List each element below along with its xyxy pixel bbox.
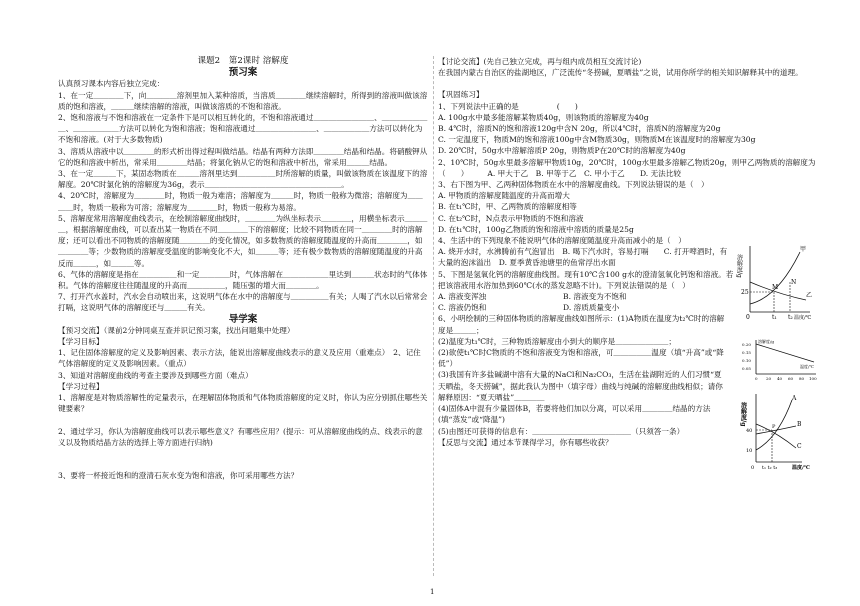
- study-process-2: 2、通过学习，你认为溶解度曲线可以表示哪些意义？有哪些应用？(提示：可从溶解度曲线的点、线表示的意义以及物质结晶方法的选择上等方面进行归纳): [58, 426, 423, 447]
- abc-xlabel: 温度/℃: [792, 465, 810, 471]
- q3-label-jia: 甲: [800, 246, 807, 253]
- practice-q6-3: (2)欲使t₁℃时C物质的不饱和溶液变为饱和溶液，可＿＿＿＿＿温度（填“升高”或“降低”）: [438, 348, 724, 369]
- ca-x5: 100: [809, 376, 817, 381]
- preview-q3b: 3、在一定＿＿＿下，某固态物质在＿＿＿溶剂里达到＿＿＿＿＿时所溶解的质量，叫做该物质在该温度下的溶解度。20℃时氯化钠的溶解度为36g，表示＿＿＿＿＿＿＿＿＿＿＿＿＿＿＿＿＿＿。: [58, 169, 428, 190]
- ca-y3: 0.10: [742, 358, 751, 363]
- ca-xlabel: 温度/℃: [800, 364, 814, 369]
- q3-label-25: 25: [741, 289, 749, 296]
- practice-q6-6: (5)由图还可获得的信息有：＿＿＿＿＿＿＿＿＿＿＿＿＿（只须答一条）: [438, 426, 685, 436]
- study-goal-1: 1、记住固体溶解度的定义及影响因素、表示方法，能说出溶解度曲线表示的意义及应用（重难点） 2、记住气体溶解度的定义及影响因素。（重点）: [58, 348, 421, 369]
- practice-q5-c: C. 溶液仍饱和: [438, 303, 487, 313]
- ca-y4: 0.05: [742, 366, 751, 371]
- practice-q6-4: (3)我国有许多盐碱湖中溶有大量的NaCl和Na₂CO₃，生活在盐湖附近的人们习惯“夏天晒盐，冬天捞碱”，据此我认为图中（填字母）曲线与纯碱的溶解度曲线相似；请你解释原因：“夏天晒盐”＿＿＿＿: [438, 370, 723, 402]
- abc-label-b: B: [797, 421, 802, 428]
- preview-q6: 6、气体的溶解度是指在＿＿＿＿＿和一定＿＿＿＿时，气体溶解在＿＿＿＿＿＿里达到＿＿＿状态时的气体体积。气体的溶解度往往随温度的升高而＿＿＿＿＿，随压强的增大而＿＿＿＿。: [58, 269, 428, 291]
- q3-label-t1: t₁: [772, 314, 777, 321]
- q3-xlabel: 温度/℃: [794, 315, 812, 321]
- ca-ylabel: 溶解度/g: [758, 339, 774, 344]
- ca-x0: 0: [755, 376, 758, 381]
- practice-q3-a: A. 甲物质的溶解度随温度的升高而增大: [438, 191, 570, 201]
- practice-q3-c: C. 在t₂℃时，N点表示甲物质的不饱和溶液: [438, 213, 584, 223]
- ca-y2: 0.15: [742, 350, 751, 355]
- practice-q1-a: A. 100g水中最多能溶解某物质40g，则该物质的溶解度为40g: [438, 112, 649, 122]
- discuss-text: 在我国内蒙古自治区的盐湖地区，广泛流传“冬捞碱，夏晒盐”之说，试用你所学的相关知识解释其中的道理。: [438, 68, 803, 78]
- study-process-heading: 【学习过程】: [58, 381, 104, 391]
- lesson-title: 课题2 第2课时 溶解度: [197, 56, 289, 66]
- abc-label-10: 10: [746, 448, 753, 454]
- study-goal-3: 3、知道对溶解度曲线的考查主要涉及到哪些方面（难点）: [58, 370, 253, 380]
- practice-q3-d: D. 在t₁℃时，100g乙物质的饱和溶液中溶质的质量是25g: [438, 224, 634, 234]
- practice-q5: 5、下图是氢氧化钙的溶解度曲线图。现有10℃含100 g水的澄清氢氧化钙饱和溶液。若把该溶液用水浴加热到60℃(水的蒸发忽略不计)。下列说法错误的是（ ）: [438, 269, 734, 290]
- q3-label-m: M: [772, 284, 779, 291]
- practice-q1: 1、下列说法中正确的是 ( ): [438, 101, 578, 111]
- ca-x1: 20: [766, 376, 772, 381]
- ca-x2: 40: [777, 376, 783, 381]
- study-goals-heading: 【学习目标】: [58, 337, 104, 347]
- q3-label-0: 0: [746, 314, 750, 321]
- ca-y1: 0.20: [742, 342, 751, 347]
- practice-q5-d: D. 溶质质量变小: [563, 303, 620, 313]
- practice-q4-options: A. 烧开水时，水沸腾前有气泡冒出 B. 喝下汽水时，容易打嗝 C. 打开啤酒时，有大量的泡沫溢出 D. 夏季黄昏池塘里的鱼常浮出水面: [438, 247, 728, 268]
- solubility-curve-jia-yi: [735, 242, 814, 322]
- left-column: [58, 56, 428, 481]
- practice-q5-b: B. 溶液变为不饱和: [563, 292, 627, 302]
- abc-label-40: 40: [746, 428, 753, 434]
- practice-q1-c: C. 一定温度下，物质M的饱和溶液100g中含M物质30g，则物质M在该温度时的溶解度为30g: [438, 135, 756, 145]
- practice-q3-b: B. 在t₁℃时，甲、乙两物质的溶解度相等: [438, 202, 577, 212]
- ca-x4: 80: [799, 376, 805, 381]
- abc-label-c: C: [797, 443, 802, 450]
- practice-heading: 【巩固练习】: [438, 90, 484, 100]
- study-process-3: 3、要将一杯接近饱和的澄清石灰水变为饱和溶液，你可采用哪些方法？: [58, 470, 299, 480]
- practice-q2: 2、10℃时，50g水里最多溶解甲物质10g，20℃时，100g水里最多溶解乙物质20g，则甲乙两物质的溶解度为 （ ） A. 甲大于乙 B. 甲等于乙 C. 甲小于乙 D. 无法比较: [438, 157, 824, 178]
- abc-ticks: t₁ t₂ t₃: [762, 465, 778, 471]
- q3-ylabel: 溶解度/g: [735, 254, 743, 278]
- study-heading: 导学案: [228, 313, 258, 325]
- preview-heading: 预习案: [228, 67, 258, 79]
- preview-q4: 4、20℃时，溶解度为＿＿＿＿时，物质一般为难溶；溶解度为＿＿＿时，物质一般称为微溶；溶解度为＿＿＿＿时，物质一般称为可溶；溶解度为＿＿＿＿时，物质一般称为易溶。: [58, 191, 423, 212]
- preview-q2: 2、饱和溶液与不饱和溶液在一定条件下是可以相互转化的，不饱和溶液通过＿＿＿＿＿＿＿＿、＿＿＿＿＿＿＿、＿＿＿＿＿＿方法可以转化为饱和溶液；饱和溶液通过＿＿＿＿＿＿＿＿、＿＿＿＿＿＿方法可以转化为不饱和溶液。(对于大多数物质): [58, 113, 428, 145]
- practice-q1-b: B. 4℃时，溶质N的饱和溶液120g中含N 20g，所以4℃时，溶质N的溶解度为20g: [438, 124, 721, 134]
- practice-q6-2: (2)温度为t₁℃时，三种物质溶解度由小到大的顺序是＿＿＿＿＿＿＿；: [438, 336, 676, 346]
- preview-q3: 3、溶质从溶液中以＿＿＿＿的形式析出得过程叫做结晶。结晶有两种方法即＿＿＿＿结晶和结晶。将硝酸钾从它的饱和溶液中析出，常采用＿＿＿＿结晶；将氯化钠从它的饱和溶液中析出，常采用＿＿＿结晶。: [58, 146, 428, 167]
- preview-intro: 认真预习课本内容后独立完成：: [58, 79, 165, 89]
- practice-q4: 4、生活中的下列现象不能说明气体的溶解度随温度升高而减小的是（ ）: [438, 236, 686, 246]
- preview-q1: 1、在一定＿＿＿＿下，向＿＿＿＿溶剂里加入某种溶质，当溶质＿＿＿＿继续溶解时，所得到的溶液叫做该溶质的饱和溶液，＿＿＿继续溶解的溶液，叫做该溶质的不饱和溶液。: [58, 90, 428, 111]
- abc-label-a: A: [792, 395, 797, 402]
- abc-label-0: 0: [751, 465, 755, 471]
- abc-solubility-curves: [739, 390, 818, 474]
- ca-x3: 60: [788, 376, 794, 381]
- q3-label-n: N: [791, 279, 797, 286]
- abc-ylabel: 溶解度/g: [739, 402, 747, 427]
- preview-q7: 7、打开汽水盖时，汽水会自动喷出来，这说明气体在水中的溶解度与＿＿＿＿＿有关；人喝了汽水以后常常会打嗝，这说明气体的溶解度还与＿＿＿有关。: [58, 292, 428, 313]
- practice-q5-a: A. 溶液变浑浊: [438, 292, 487, 302]
- preview-q5: 5、溶解度常用溶解度曲线表示，在绘制溶解度曲线时，＿＿＿＿为纵坐标表示＿＿＿＿，用横坐标表示＿＿＿＿，根据溶解度曲线，可以查出某一物质在不同＿＿＿＿下的溶解度；比较不同物质在同一＿＿＿＿时的溶解度；还可以看出不同物质的溶解度随＿＿＿＿的变化情况，如多数物质的溶解度随温度的升高而＿＿＿＿，如＿＿＿＿等；少数物质的溶解度受温度的影响变化不大，如＿＿＿等；还有极少数物质的溶解度随温度的升高反而＿＿＿，如＿＿＿等。: [58, 213, 428, 268]
- page-number: 1: [430, 588, 435, 596]
- discuss-heading: 【讨论交流】(先自己独立完成，再与组内成员相互交流讨论): [438, 57, 642, 66]
- practice-q6: 6、小明绘制的三种固体物质的溶解度曲线如图所示：(1)A物质在温度为t₂℃时的溶解度是＿＿＿；: [438, 314, 725, 335]
- study-process-1: 1、溶解度是对物质溶解性的定量表示，在理解固体物质和气体物质溶解度的定义时，你认为应分别抓住哪些关键要素？: [58, 393, 428, 414]
- practice-q1-d: D. 20℃时，50g水中溶解溶质P 20g，则物质P在20℃时的溶解度为40g: [438, 146, 686, 156]
- abc-label-p: P: [772, 424, 776, 430]
- q3-label-yi: 乙: [806, 292, 813, 299]
- q3-label-t2: t₂: [788, 314, 793, 321]
- study-exchange: 【预习交流】（课前2分钟同桌互查并识记预习案，找出问题集中处理）: [58, 325, 295, 335]
- practice-q3: 3、右下图为甲、乙两种固体物质在水中的溶解度曲线。下列说法错误的是（ ）: [438, 180, 709, 190]
- calcium-hydroxide-curve: [740, 338, 820, 382]
- reflection: 【反思与交流】通过本节课得学习，你有哪些收获？: [438, 437, 613, 447]
- page-divider: [433, 56, 434, 576]
- practice-q6-5: (4)固体A中混有少量固体B，若要将他们加以分离，可以采用＿＿＿＿结晶的方法(填“蒸发”或“降温”): [438, 404, 711, 425]
